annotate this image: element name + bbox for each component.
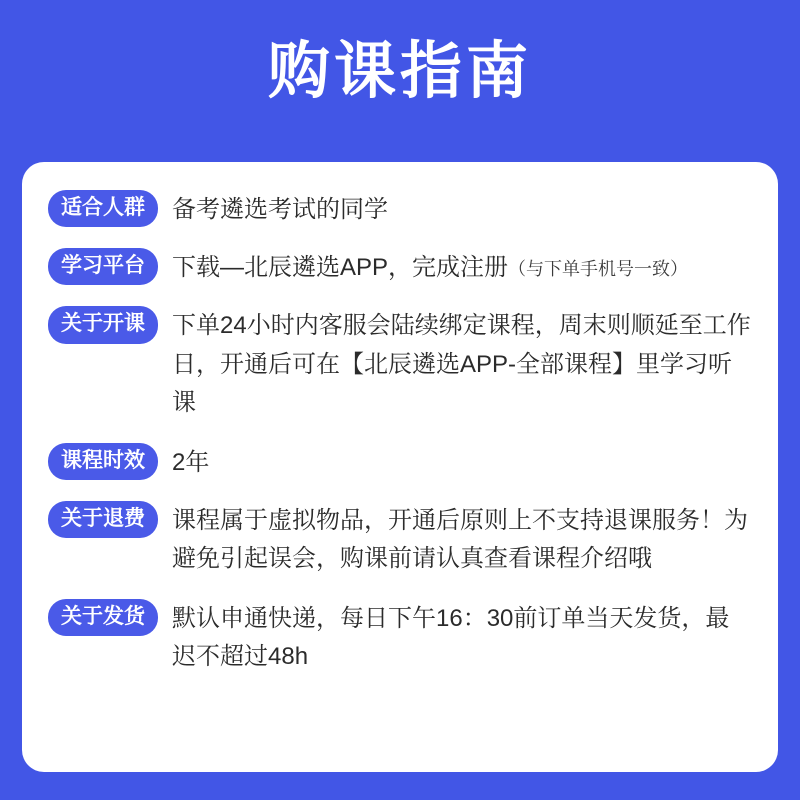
guide-row-refund bbox=[48, 499, 752, 579]
guide-text-course-start bbox=[172, 304, 752, 422]
guide-row-course-start bbox=[48, 304, 752, 422]
guide-text-course-start-main: 下单24小时内客服会陆续绑定课程，周末则顺延至工作日，开通后可在【北辰遴选APP-全部课程】里学习听课 bbox=[172, 312, 751, 417]
guide-text-audience bbox=[172, 188, 752, 228]
guide-tag-shipping: 关于发货 bbox=[48, 599, 158, 636]
guide-text-shipping-main: 默认申通快递，每日下午16：30前订单当天发货，最迟不超过48h bbox=[172, 604, 730, 670]
guide-text-validity bbox=[172, 441, 752, 481]
guide-tag-course-start: 关于开课 bbox=[48, 306, 158, 343]
guide-tag-platform: 学习平台 bbox=[48, 248, 158, 285]
guide-text-refund-main: 课程属于虚拟物品，开通后原则上不支持退课服务！为避免引起误会，购课前请认真查看课程介绍哦 bbox=[172, 506, 748, 573]
guide-row-audience bbox=[48, 188, 752, 228]
guide-row-platform bbox=[48, 246, 752, 286]
guide-tag-validity: 课程时效 bbox=[48, 443, 158, 480]
guide-text-platform bbox=[172, 246, 752, 286]
guide-text-platform-main: 下载—北辰遴选APP，完成注册 bbox=[172, 254, 509, 282]
guide-row-validity bbox=[48, 441, 752, 481]
page-title: 购课指南 bbox=[267, 37, 532, 106]
guide-tag-audience: 适合人群 bbox=[48, 190, 158, 227]
guide-tag-refund: 关于退费 bbox=[48, 501, 158, 538]
guide-row-list bbox=[48, 188, 752, 676]
guide-text-platform-note: （与下单手机号一致） bbox=[508, 259, 689, 280]
guide-text-audience-main: 备考遴选考试的同学 bbox=[172, 196, 388, 223]
guide-text-validity-main: 2年 bbox=[172, 448, 210, 476]
guide-card bbox=[22, 162, 778, 772]
guide-text-refund bbox=[172, 499, 752, 579]
guide-row-shipping bbox=[48, 597, 752, 677]
guide-text-shipping bbox=[172, 597, 752, 677]
